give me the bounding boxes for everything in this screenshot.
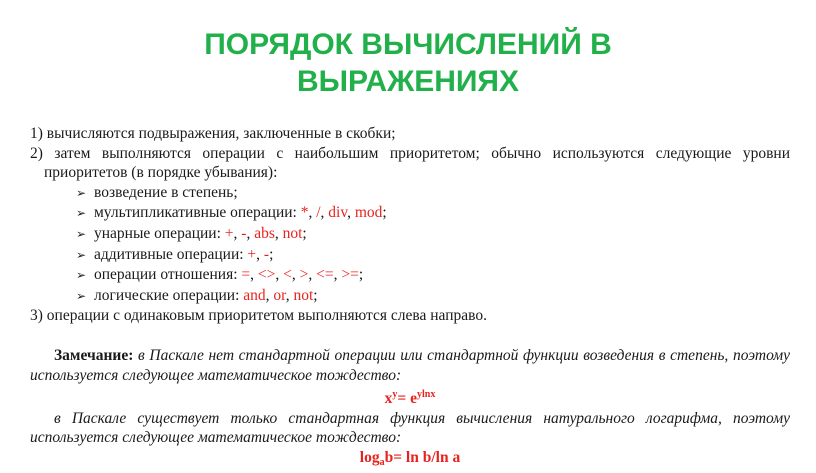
content-body bbox=[30, 124, 790, 473]
operator-list: +, -; bbox=[247, 245, 274, 263]
arrow-right-icon: ➢ bbox=[76, 185, 87, 200]
operator-token: < bbox=[283, 266, 292, 284]
operator-token: <> bbox=[257, 266, 276, 284]
operator-token: <= bbox=[316, 266, 334, 284]
operator-list: and, or, not; bbox=[243, 286, 318, 304]
formula-base: x bbox=[384, 390, 393, 408]
list-item-unary bbox=[30, 224, 790, 245]
arrow-right-icon: ➢ bbox=[76, 206, 87, 221]
rule-2: 2) затем выполняются операции с наибольшим приоритетом; обычно используются следующие уровни bbox=[30, 144, 790, 162]
operator-token: or bbox=[273, 286, 286, 304]
operator-list: +, -, abs, not; bbox=[224, 224, 307, 242]
title-line-1: ПОРЯДОК ВЫЧИСЛЕНИЙ В bbox=[204, 28, 612, 61]
rule-2-continuation: приоритетов (в порядке убывания): bbox=[44, 164, 278, 182]
formula-log-base: a bbox=[379, 456, 385, 468]
rule-1: 1) вычисляются подвыражения, заключенные в скобки; bbox=[30, 125, 396, 142]
list-item-relational bbox=[30, 265, 790, 286]
note-text: в Паскале нет стандартной операции или стандартной функции возведения в степень, поэтому используется следующее математическое тождество: bbox=[30, 346, 790, 384]
list-item-label: логические операции: bbox=[94, 286, 244, 304]
formula-log bbox=[30, 448, 790, 473]
title-line-2: ВЫРАЖЕНИЯХ bbox=[297, 65, 519, 98]
operator-token: - bbox=[263, 245, 270, 263]
list-item-label: аддитивные операции: bbox=[94, 245, 248, 263]
operator-token: * bbox=[300, 204, 309, 222]
operator-token: not bbox=[282, 224, 303, 242]
list-item-additive bbox=[30, 245, 790, 266]
operator-token: + bbox=[224, 224, 234, 242]
arrow-right-icon: ➢ bbox=[76, 226, 87, 241]
formula-log-word: log bbox=[359, 448, 380, 466]
list-item-logical bbox=[30, 286, 790, 307]
list-item-label: возведение в степень; bbox=[94, 183, 238, 201]
note-label: Замечание: bbox=[54, 346, 134, 364]
page-title bbox=[0, 26, 816, 100]
operator-token: div bbox=[328, 204, 348, 222]
formula-equals: = e bbox=[397, 390, 417, 408]
list-item-label: унарные операции: bbox=[94, 224, 225, 242]
arrow-right-icon: ➢ bbox=[76, 247, 87, 262]
list-item-label: мультипликативные операции: bbox=[94, 204, 301, 222]
list-item-multiplicative bbox=[30, 203, 790, 224]
formula-exponent: y bbox=[392, 389, 398, 401]
operator-token: and bbox=[243, 286, 266, 304]
operator-token: + bbox=[247, 245, 257, 263]
list-item-label: операции отношения: bbox=[94, 266, 242, 284]
operator-token: abs bbox=[254, 224, 275, 242]
formula-exponent-2: ylnx bbox=[417, 389, 436, 401]
operator-token: not bbox=[293, 286, 314, 304]
operator-token: - bbox=[241, 224, 247, 242]
operator-token: / bbox=[316, 204, 321, 222]
operator-token: >= bbox=[341, 266, 359, 284]
list-item-power bbox=[30, 183, 790, 204]
note-paragraph-2: в Паскале существует только стандартная функция вычисления натурального логарифма, поэтому используется следующее математическое тождество: bbox=[30, 409, 790, 447]
operator-token: mod bbox=[354, 204, 383, 222]
operator-list: =, <>, <, >, <=, >=; bbox=[241, 266, 364, 284]
formula-log-rest: b= ln b/ln a bbox=[384, 448, 461, 466]
note-paragraph-1 bbox=[30, 346, 790, 385]
formula-power bbox=[30, 385, 790, 409]
rule-3: 3) операции с одинаковым приоритетом выполняются слева направо. bbox=[30, 307, 487, 325]
arrow-right-icon: ➢ bbox=[76, 288, 87, 303]
operator-list: *, /, div, mod; bbox=[300, 204, 387, 222]
operator-token: > bbox=[299, 266, 309, 284]
operator-token: = bbox=[241, 266, 251, 284]
arrow-right-icon: ➢ bbox=[76, 268, 87, 283]
